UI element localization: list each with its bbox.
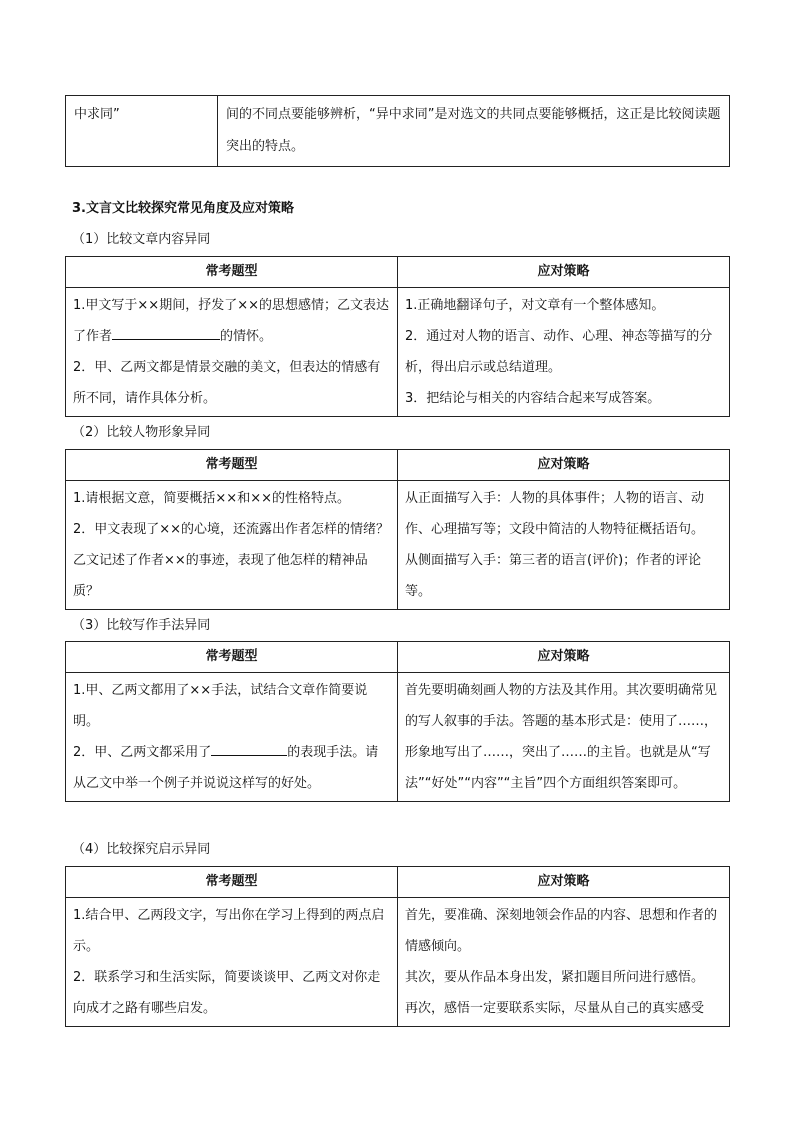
table-row [66,288,730,417]
strategy-item: 首先，要准确、深刻地领会作品的内容、思想和作者的情感倾向。 [405,908,718,954]
subsection-title-3: （3）比较写作手法异同 [72,618,211,633]
strategy-item: 1.正确地翻译句子，对文章有一个整体感知。 [405,298,665,313]
question-item: 1.结合甲、乙两段文字，写出你在学习上得到的两点启示。 [73,908,385,954]
column-header-question-types: 常考题型 [66,867,398,898]
question-types-cell [66,288,398,417]
strategy-table-2 [65,449,730,610]
question-types-cell [66,481,398,610]
question-item: 2．甲、乙两文都是情景交融的美文，但表达的情感有所不同，请作具体分析。 [73,360,381,406]
table-row [66,481,730,610]
question-item: 1.请根据文意，简要概括××和××的性格特点。 [73,491,350,506]
strategy-item: 首先要明确刻画人物的方法及其作用。其次要明确常见的写人叙事的手法。答题的基本形式是：使用了……，形象地写出了……，突出了……的主旨。也就是从“写法”“好处”“内容”“主旨”四个方面组织答案即可。 [405,683,718,791]
table-header-row [66,450,730,481]
question-item: 2．甲文表现了××的心境，还流露出作者怎样的情绪？乙文记述了作者××的事迹，表现了他怎样的精神品质？ [73,522,390,599]
question-item: 1.甲、乙两文都用了××手法，试结合文章作简要说明。 [73,683,368,729]
strategy-table-4 [65,866,730,1027]
column-header-strategies: 应对策略 [398,257,730,288]
column-header-question-types: 常考题型 [66,642,398,673]
strategy-item: 再次，感悟一定要联系实际，尽量从自己的真实感受 [405,1001,705,1016]
section-title: 3.文言文比较探究常见角度及应对策略 [72,201,294,216]
fill-in-blank [112,325,220,340]
column-header-strategies: 应对策略 [398,450,730,481]
subsection-title-4: （4）比较探究启示异同 [72,842,211,857]
column-header-strategies: 应对策略 [398,867,730,898]
column-header-question-types: 常考题型 [66,257,398,288]
table-header-row [66,642,730,673]
strategy-table-1 [65,256,730,417]
question-item: 2．甲、乙两文都采用了 的表现手法。请从乙文中举一个例子并说说这样写的好处。 [73,737,390,799]
continued-table [65,95,730,167]
table-cell-term: 中求同” [66,96,218,167]
question-types-cell [66,898,398,1027]
table-row [66,898,730,1027]
subsection-title-1: （1）比较文章内容异同 [72,232,211,247]
strategy-item: 3．把结论与相关的内容结合起来写成答案。 [405,391,661,406]
table-row [66,96,730,167]
strategy-item: 从侧面描写入手：第三者的语言(评价)；作者的评论等。 [405,553,702,599]
strategies-cell [398,898,730,1027]
strategies-cell [398,673,730,802]
table-header-row [66,257,730,288]
subsection-title-2: （2）比较人物形象异同 [72,425,211,440]
strategy-item: 其次，要从作品本身出发，紧扣题目所问进行感悟。 [405,970,705,985]
question-types-cell [66,673,398,802]
strategies-cell [398,481,730,610]
table-header-row [66,867,730,898]
table-row [66,673,730,802]
strategy-table-3 [65,641,730,802]
question-item: 2．联系学习和生活实际，简要谈谈甲、乙两文对你走向成才之路有哪些启发。 [73,970,381,1016]
strategy-item: 2．通过对人物的语言、动作、心理、神态等描写的分析，得出启示或总结道理。 [405,329,713,375]
question-item: 1.甲文写于××期间，抒发了××的思想感情；乙文表达了作者 的情怀。 [73,298,389,344]
column-header-question-types: 常考题型 [66,450,398,481]
strategy-item: 从正面描写入手：人物的具体事件；人物的语言、动作、心理描写等；文段中简洁的人物特征概括语句。 [405,491,705,537]
strategies-cell [398,288,730,417]
column-header-strategies: 应对策略 [398,642,730,673]
fill-in-blank [211,741,287,756]
table-cell-description: 间的不同点要能够辨析，“异中求同”是对选文的共同点要能够概括，这正是比较阅读题突出的特点。 [218,96,730,167]
